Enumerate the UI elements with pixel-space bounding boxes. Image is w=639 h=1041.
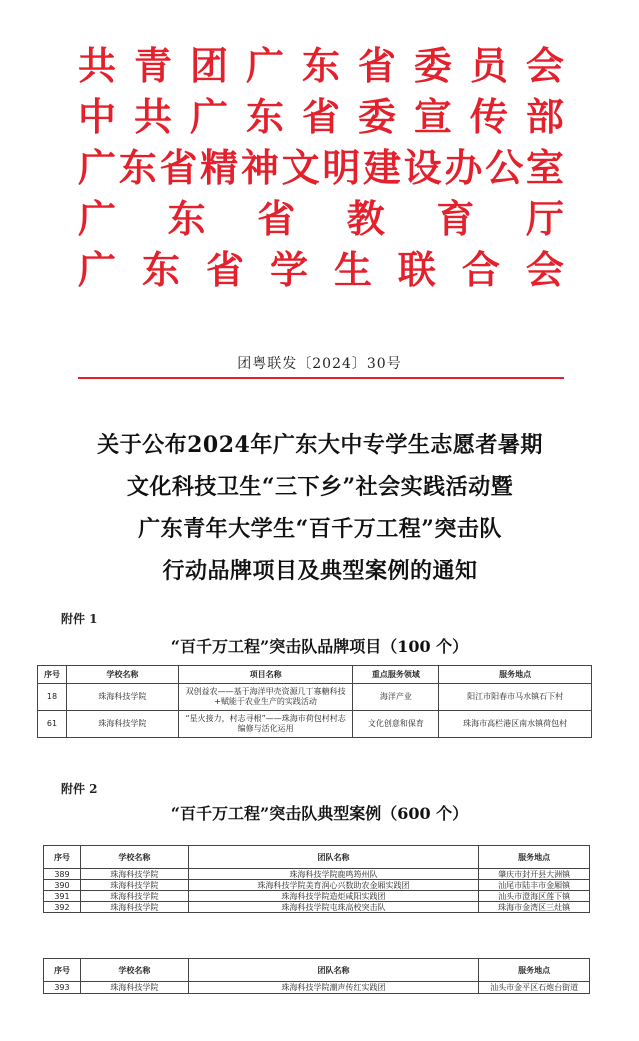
school-name: 珠海科技学院 — [80, 880, 188, 891]
service-place: 汕头市澄海区莲下镇 — [479, 891, 590, 902]
header-cell: 重点服务领域 — [353, 666, 439, 684]
header-cell: 团队名称 — [188, 846, 478, 869]
school-name: 珠海科技学院 — [66, 711, 178, 738]
issuer-line — [78, 142, 564, 193]
row-number: 389 — [44, 869, 81, 880]
red-divider — [78, 377, 564, 379]
service-field: 文化创意和保育 — [353, 711, 439, 738]
issuer-char: 会 — [525, 43, 564, 88]
issuer-char: 设 — [403, 145, 442, 190]
annex2-label: 附件 2 — [61, 782, 98, 796]
project-name: “星火接力，村志寻根”——珠海市荷包村村志编修与活化运用 — [178, 711, 353, 738]
header-cell: 团队名称 — [188, 959, 478, 982]
row-number: 392 — [44, 902, 81, 913]
service-place: 肇庆市封开县大洲镇 — [479, 869, 590, 880]
table-row — [44, 902, 590, 913]
issuer-char: 东 — [118, 145, 157, 190]
header-cell: 服务地点 — [439, 666, 592, 684]
typical-case-table — [43, 845, 590, 913]
issuer-char: 会 — [525, 247, 564, 292]
title-line: 关于公布2024年广东大中专学生志愿者暑期 — [97, 432, 543, 458]
table-row — [44, 891, 590, 902]
table-header-row — [44, 959, 590, 982]
issuer-char: 公 — [485, 145, 524, 190]
issuer-line — [78, 91, 564, 142]
row-number: 390 — [44, 880, 81, 891]
document-number: 团粤联发〔2024〕30号 — [237, 356, 402, 372]
title-line: 广东青年大学生“百千万工程”突击队 — [138, 516, 502, 542]
issuer-char: 委 — [357, 94, 396, 139]
issuer-char: 宣 — [413, 94, 452, 139]
service-place: 汕尾市陆丰市金厢镇 — [479, 880, 590, 891]
header-cell: 序号 — [38, 666, 67, 684]
school-name: 珠海科技学院 — [80, 869, 188, 880]
header-cell: 服务地点 — [479, 959, 590, 982]
issuer-char: 东 — [141, 247, 180, 292]
issuer-char: 联 — [397, 247, 436, 292]
issuer-char: 省 — [301, 94, 340, 139]
issuer-char: 生 — [333, 247, 372, 292]
project-name: 双创益农——基于海洋甲壳资源几丁寡糖科技+赋能于农业生产的实践活动 — [178, 684, 353, 711]
issuer-char: 团 — [189, 43, 228, 88]
team-name: 珠海科技学院潮声传红实践团 — [188, 982, 478, 994]
issuer-char: 精 — [200, 145, 239, 190]
typical-case-table-continued — [43, 958, 590, 994]
header-cell: 序号 — [44, 846, 81, 869]
header-cell: 项目名称 — [178, 666, 353, 684]
table-row — [38, 684, 592, 711]
issuer-char: 室 — [525, 145, 564, 190]
table-row — [44, 880, 590, 891]
annex1-label: 附件 1 — [61, 612, 98, 626]
service-place: 汕头市金平区石炮台街道 — [479, 982, 590, 994]
row-number: 391 — [44, 891, 81, 902]
issuer-char: 委 — [413, 43, 452, 88]
header-cell: 学校名称 — [66, 666, 178, 684]
issuer-char: 省 — [205, 247, 244, 292]
row-number: 18 — [38, 684, 67, 711]
issuer-char: 共 — [78, 43, 117, 88]
service-field: 海洋产业 — [353, 684, 439, 711]
school-name: 珠海科技学院 — [80, 891, 188, 902]
service-place: 阳江市阳春市马水镇石下村 — [439, 684, 592, 711]
header-cell: 服务地点 — [479, 846, 590, 869]
issuer-char: 东 — [301, 43, 340, 88]
issuer-line — [78, 40, 564, 91]
row-number: 61 — [38, 711, 67, 738]
school-name: 珠海科技学院 — [80, 982, 188, 994]
issuer-char: 学 — [269, 247, 308, 292]
table-row — [44, 982, 590, 994]
issuer-char: 教 — [346, 196, 385, 241]
issuer-char: 明 — [322, 145, 361, 190]
table-header-row — [44, 846, 590, 869]
team-name: 珠海科技学院美育润心兴数助农金厢实践团 — [188, 880, 478, 891]
table-header-row — [38, 666, 592, 684]
header-cell: 学校名称 — [80, 959, 188, 982]
issuer-char: 员 — [469, 43, 508, 88]
issuer-char: 办 — [444, 145, 483, 190]
service-place: 珠海市金湾区三灶镇 — [479, 902, 590, 913]
issuer-char: 共 — [133, 94, 172, 139]
header-cell: 序号 — [44, 959, 81, 982]
issuer-char: 省 — [357, 43, 396, 88]
table-row — [38, 711, 592, 738]
issuer-char: 东 — [245, 94, 284, 139]
service-place: 珠海市高栏港区南水镇荷包村 — [439, 711, 592, 738]
issuer-char: 厅 — [525, 196, 564, 241]
issuer-char: 广 — [78, 145, 117, 190]
header-cell: 学校名称 — [80, 846, 188, 869]
row-number: 393 — [44, 982, 81, 994]
annex2-title: “百千万工程”突击队典型案例（600 个） — [170, 804, 469, 823]
issuer-line — [78, 244, 564, 295]
issuer-char: 广 — [78, 247, 117, 292]
title-line: 行动品牌项目及典型案例的通知 — [162, 558, 478, 584]
title-line: 文化科技卫生“三下乡”社会实践活动暨 — [126, 474, 514, 500]
school-name: 珠海科技学院 — [66, 684, 178, 711]
issuer-char: 合 — [461, 247, 500, 292]
table-row — [44, 869, 590, 880]
notice-title — [60, 424, 580, 592]
issuer-char: 广 — [78, 196, 117, 241]
issuer-char: 青 — [133, 43, 172, 88]
team-name: 珠海科技学院造炬咸阳实践团 — [188, 891, 478, 902]
issuer-block — [78, 40, 564, 295]
issuer-char: 省 — [257, 196, 296, 241]
issuer-char: 中 — [78, 94, 117, 139]
issuer-char: 文 — [281, 145, 320, 190]
issuer-char: 育 — [436, 196, 475, 241]
team-name: 珠海科技学院屯珠高校突击队 — [188, 902, 478, 913]
issuer-char: 建 — [363, 145, 402, 190]
issuer-char: 东 — [167, 196, 206, 241]
school-name: 珠海科技学院 — [80, 902, 188, 913]
issuer-char: 传 — [469, 94, 508, 139]
issuer-char: 部 — [525, 94, 564, 139]
annex1-title: “百千万工程”突击队品牌项目（100 个） — [170, 637, 469, 656]
team-name: 珠海科技学院鹿鸣筠州队 — [188, 869, 478, 880]
issuer-char: 广 — [189, 94, 228, 139]
brand-project-table — [37, 665, 592, 738]
issuer-line — [78, 193, 564, 244]
issuer-char: 省 — [159, 145, 198, 190]
issuer-char: 神 — [240, 145, 279, 190]
issuer-char: 广 — [245, 43, 284, 88]
